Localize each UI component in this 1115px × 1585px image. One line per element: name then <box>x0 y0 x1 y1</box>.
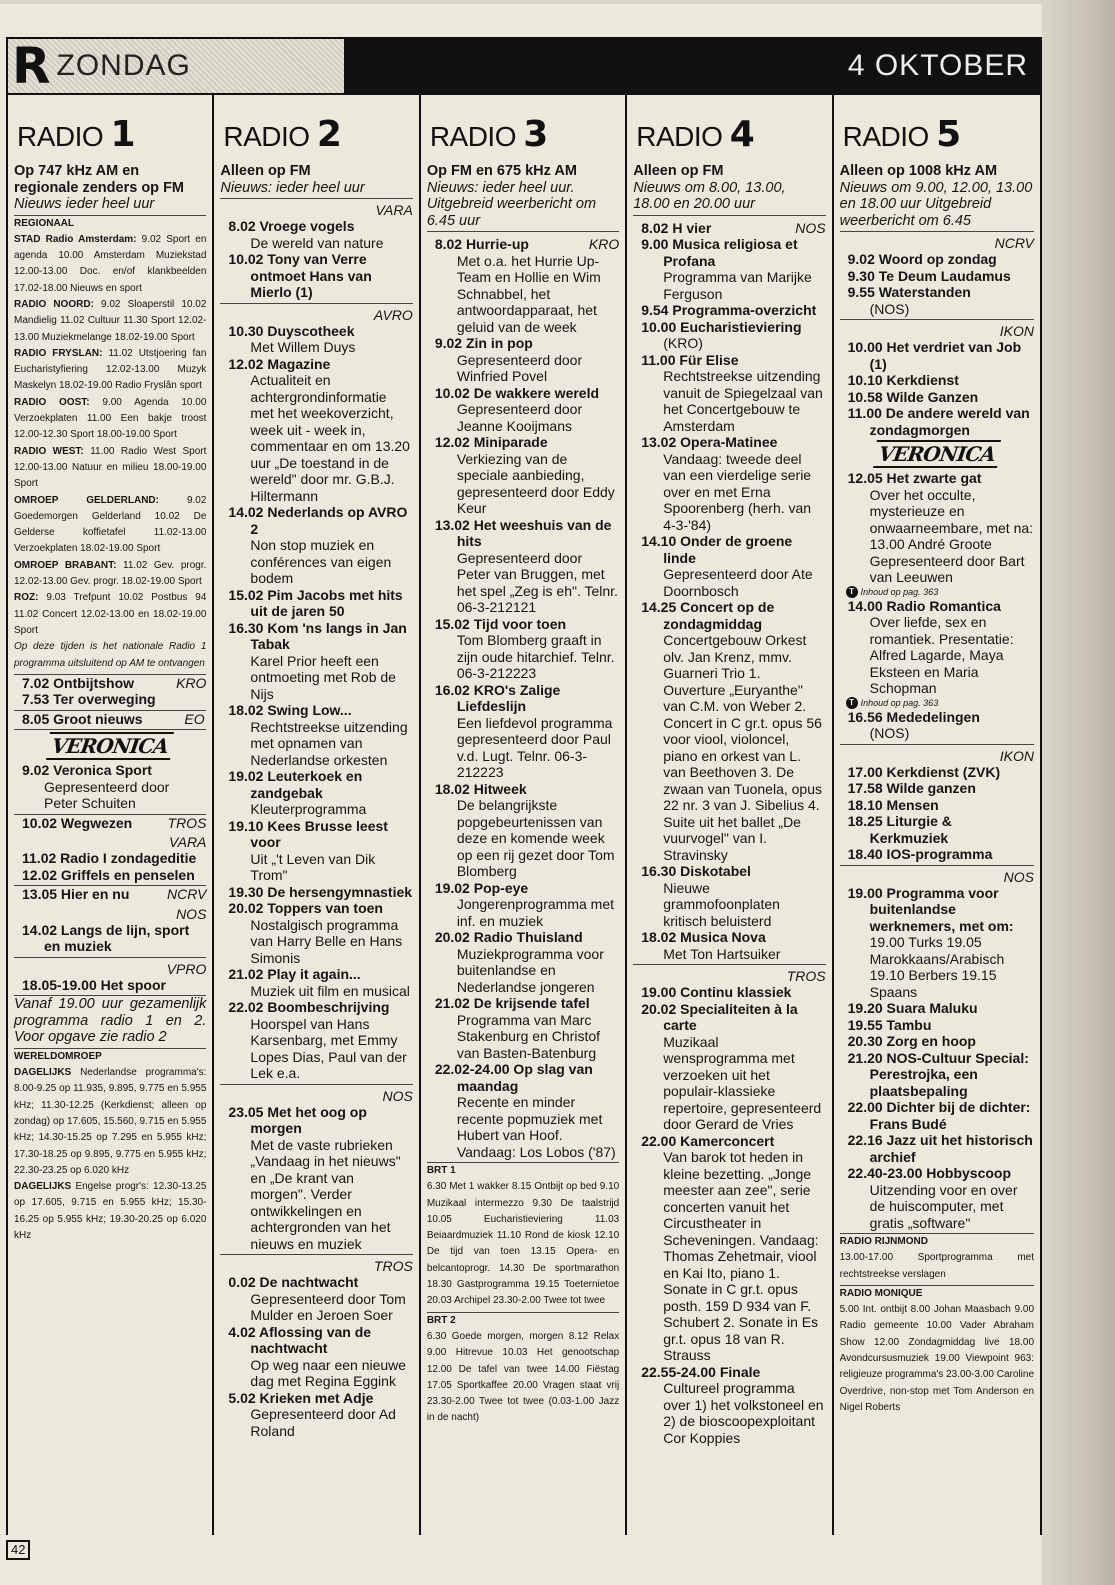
program-description: Cultureel programma over 1) het volkstoneel en 2) de bioscoopexploitant Cor Koppies <box>663 1380 824 1446</box>
program-description: Karel Prior heeft een ontmoeting met Rob de Nijs <box>250 652 396 702</box>
region-name: REGIONAAL <box>14 217 74 229</box>
program-description: De belangrijkste popgebeurtenissen van deze en komende week op een rij gezet door Tom Blomberg <box>456 797 615 879</box>
program-list <box>840 598 1034 697</box>
program-item: 9.02 Veronica Sport Gepresenteerd door Peter Schuiten <box>14 762 206 815</box>
program-title: 10.02 Tony van Verre ontmoet Hans van Mierlo (1) <box>228 251 372 300</box>
veronica-logo: VERONICA <box>840 440 1034 468</box>
program-title: 12.02 Miniparade <box>434 434 548 450</box>
broadcaster-label: NOS <box>1003 868 1035 885</box>
broadcaster-label: TROS <box>786 968 826 984</box>
program-item: 13.05 Hier en nu NCRV <box>22 886 207 903</box>
veronica-logo: VERONICA <box>14 732 206 760</box>
page-edge <box>1042 0 1115 1585</box>
program-title: 5.02 Krieken met Adje <box>228 1389 374 1406</box>
program-title: 22.00 Kamerconcert <box>641 1132 775 1149</box>
program-description: Een liefdevol programma gepresenteerd door Paul v.d. Lugt. Telnr. 06-3-212223 <box>456 714 613 780</box>
column-radio-2 <box>214 95 420 1535</box>
broadcaster-label: KRO <box>588 236 620 252</box>
program-item: 8.05 Groot nieuws EO <box>14 711 206 731</box>
program-title: 13.02 Opera-Matinee <box>641 434 778 450</box>
program-title: 12.05 Het zwarte gat <box>847 470 982 486</box>
program-list <box>840 764 1034 866</box>
program-description: Tom Blomberg graaft in zijn oude hitarchief. Telnr. 06-3-212223 <box>456 632 615 681</box>
t-icon: T <box>846 586 858 598</box>
program-title: 17.58 Wilde ganzen <box>847 780 976 796</box>
news-note: Nieuws: ieder heel uur. Uitgebreid weerbericht om 6.45 uur <box>427 180 619 233</box>
program-title: 12.02 Magazine <box>228 355 331 372</box>
day-label: ZONDAG <box>56 49 191 82</box>
program-description: Non stop muziek en conférences van eigen bodem <box>250 537 392 586</box>
program-title: 18.02 Swing Low... <box>228 702 352 718</box>
program-title: 18.02 Musica Nova <box>641 929 766 945</box>
program-title: 18.02 Hitweek <box>434 780 527 797</box>
radio-logo-letter: R <box>12 37 49 95</box>
program-description: (KRO) <box>663 335 703 351</box>
program-title: 19.00 Continu klassiek <box>641 984 792 1000</box>
region-name: RADIO NOORD: <box>14 298 94 310</box>
program-list <box>840 339 1034 438</box>
program-title: 0.02 De nachtwacht <box>228 1274 359 1290</box>
program-title: 20.02 Specialiteiten à la carte <box>641 1000 798 1033</box>
program-title: 9.02 Woord op zondag <box>847 251 997 267</box>
program-list: 7.02 Ontbijtshow KRO 7.53 Ter overweging <box>14 675 206 711</box>
regional-block <box>14 216 206 675</box>
program-title: 22.02-24.00 Op slag van maandag <box>434 1061 593 1094</box>
broadcaster-label: VARA <box>169 834 207 851</box>
program-title: 9.55 Waterstanden <box>847 284 971 300</box>
program-title: 20.02 Radio Thuisland <box>434 929 583 945</box>
program-title: 16.02 KRO's Zalige Liefdeslijn <box>434 681 561 714</box>
broadcaster-label: NOS <box>795 219 826 236</box>
broadcaster-label: VARA <box>375 202 413 218</box>
program-title: 10.00 Het verdriet van Job (1) <box>847 339 1022 372</box>
program-title: 22.00 Dichter bij de dichter: Frans Budé <box>847 1099 1031 1132</box>
program-title: 10.58 Wilde Ganzen <box>847 388 979 405</box>
program-title: 9.02 Zin in pop <box>434 335 533 351</box>
column-title: RADIO 1 <box>17 114 136 155</box>
brt2-block: BRT 2 6.30 Goede morgen, morgen 8.12 Relax 9.00 Hitrevue 10.03 Het genootschap 12.00 De tafel van twee 14.00 Fiëstag 17.05 Sportkaffee 20.00 Vragen staat vrij 23.30-2.00 Twee tot twee (0.03-1.00 Jazz in de nacht) <box>426 1314 620 1424</box>
region-name: ROZ: <box>14 592 39 604</box>
program-title: 11.00 De andere wereld van zondagmorgen <box>847 405 1030 438</box>
program-description: (NOS) <box>869 725 910 741</box>
program-description: Actualiteit en achtergrondinformatie met het weekoverzicht, week uit - week in, commentaar en om 13.20 uur „De toestand in de wereld" door mr. G.B.J. Hiltermann <box>250 372 410 504</box>
column-subtitle: Alleen op 1008 kHz AM <box>839 163 998 179</box>
program-description: Hoorspel van Hans Karsenbarg, met Emmy Lopes Dias, Paul van der Lek e.a. <box>250 1015 407 1081</box>
regional-note: Op deze tijden is het nationale Radio 1 programma uitsluitend op AM te ontvangen <box>14 641 207 669</box>
program-description: De wereld van nature <box>250 234 384 251</box>
program-title: 10.30 Duyscotheek <box>228 322 355 339</box>
program-title: 19.02 Leuterkoek en zandgebak <box>228 768 363 801</box>
program-item: 10.02 Wegwezen TROS <box>22 814 207 831</box>
program-description: Met Willem Duys <box>250 339 356 355</box>
region-schedule: 9.02 Goedemorgen Gelderland 10.02 De Gelderse koffietafel 11.02-13.00 Verzoekplaten 18.02-19.00 Sport <box>14 494 207 555</box>
program-title: 15.02 Pim Jacobs met hits uit de jaren 50 <box>228 586 403 619</box>
program-item: 14.02 Langs de lijn, sport en muziek <box>14 922 206 958</box>
program-description: Jongerenprogramma met inf. en muziek <box>456 896 614 929</box>
rijnmond-block: RADIO RIJNMOND 13.00-17.00 Sportprogramma met rechtstreekse verslagen <box>840 1234 1034 1286</box>
broadcaster-label: AVRO <box>373 306 413 323</box>
column-radio-4 <box>627 95 833 1535</box>
program-title: 9.54 Programma-overzicht <box>641 302 817 318</box>
program-item: 18.05-19.00 Het spoor <box>14 977 206 997</box>
program-title: 17.00 Kerkdienst (ZVK) <box>847 763 1001 780</box>
program-title: 22.55-24.00 Finale <box>641 1363 761 1380</box>
region-name: RADIO WEST: <box>14 445 84 457</box>
program-description: Gepresenteerd door Jeanne Kooijmans <box>456 401 583 434</box>
program-description: Muzikaal wensprogramma met verzoeken uit het populair-klassieke repertoire, gepresenteerd door Gerard de Vries <box>663 1033 822 1132</box>
program-title: 10.00 Eucharistieviering <box>641 318 802 335</box>
joint-program-note: Vanaf 19.00 uur gezamenlijk programma radio 1 en 2. Voor opgave zie radio 2 <box>14 996 206 1049</box>
program-title: 16.30 Kom 'ns langs in Jan Tabak <box>228 619 407 652</box>
region-name: OMROEP GELDERLAND: <box>14 494 159 506</box>
broadcaster-label: IKON <box>999 323 1035 339</box>
program-title: 20.30 Zorg en hoop <box>847 1033 976 1049</box>
program-title: 21.02 Play it again... <box>228 966 361 982</box>
program-description: Recente en minder recente popmuziek met Hubert van Hoof. Vandaag: Los Lobos ('87) <box>456 1094 616 1160</box>
program-title: 16.30 Diskotabel <box>641 863 751 879</box>
program-title: 19.55 Tambu <box>847 1016 932 1033</box>
program-description: Concertgebouw Orkest olv. Jan Krenz, mmv. Guarneri Trio 1. Ouverture „Euryanthe" van C.M. von Weber 2. Concert in C gr.t. opus 56 voor viool, violoncel, piano en orkest van L. van Beethoven 3. De zwaan van Tuonela, opus 22 nr. 3 van J. Sibelius 4. Suite uit het ballet „De vuurvogel" van I. Stravinsky <box>663 632 822 863</box>
broadcaster-label: NOS <box>382 1087 413 1104</box>
program-title: 19.20 Suara Maluku <box>847 1000 978 1016</box>
program-description: Gepresenteerd door Tom Mulder en Jeroen Soer <box>250 1290 406 1323</box>
columns <box>6 95 1042 1535</box>
program-title: 8.02 H vier NOS <box>641 219 826 236</box>
program-item: 11.02 Radio I zondageditie 12.02 Griffels en penselen <box>14 850 206 886</box>
broadcaster-label: TROS <box>373 1258 413 1274</box>
column-title: RADIO 2 <box>223 114 342 155</box>
region-schedule: 9.02 Sloaperstil 10.02 Mandielig 11.02 Cultuur 11.30 Sport 12.02-13.00 Muziekmelange 18.02-19.00 Sport <box>14 298 207 343</box>
region-name: OMROEP BRABANT: <box>14 559 117 571</box>
region-schedule: 11.02 Utstjoering fan Eucharistyfiering 12.02-13.00 Muzyk Maskelyn 18.02-19.00 Radio Fryslân sport <box>14 347 207 392</box>
column-subtitle: Alleen op FM <box>220 163 311 179</box>
region-name: RADIO OOST: <box>14 396 90 408</box>
program-title: 18.25 Liturgie & Kerkmuziek <box>847 813 952 846</box>
program-title: 14.10 Onder de groene linde <box>641 533 793 566</box>
program-list <box>840 251 1034 320</box>
column-radio-5 <box>834 95 1040 1535</box>
program-list <box>220 323 412 1085</box>
column-title: RADIO 5 <box>842 114 961 155</box>
region-schedule: 11.00 Radio West Sport 12.00-13.00 Natuur en milieu 18.00-19.00 Sport <box>14 445 207 490</box>
t-icon: T <box>846 697 858 709</box>
program-title: 18.40 IOS-programma <box>847 846 993 862</box>
program-title: 21.02 De krijsende tafel <box>434 995 590 1011</box>
program-title: 18.10 Mensen <box>847 796 939 813</box>
brt1-block: BRT 1 6.30 Met 1 wakker 8.15 Ontbijt op bed 9.10 Muzikaal intermezzo 9.30 De taalstrijd 10.05 Eucharistieviering 11.03 Beiaardmuziek 11.10 Rond de kiosk 12.10 De tijd van toen 13.15 Opera- en belcantoprogr. 14.30 De sportmarathon 18.30 Gastprogramma 19.15 Toeternietoe 20.03 Archipel 23.30-2.00 Twee tot twee <box>427 1163 619 1313</box>
program-description: Met de vaste rubrieken „Vandaag in het nieuws" en „De krant van morgen". Verder ontwikkelingen en achtergronden van het nieuws en muziek <box>250 1136 401 1252</box>
program-description: Gepresenteerd door Winfried Povel <box>456 351 583 384</box>
monique-block: RADIO MONIQUE 5.00 Int. ontbijt 8.00 Johan Maasbach 9.00 Radio gemeente 10.00 Vader Abraham Show 12.00 Zondagmiddag live 18.00 Avondcursusmuziek 19.00 Viewpoint 963: religieuze programma's 23.00-3.00 Caroline Overdrive, non-stop met Tom Anderson en Nigel Roberts <box>839 1287 1035 1413</box>
program-title: 8.02 Hurrie-up KRO <box>434 236 620 252</box>
program-list <box>220 1274 412 1439</box>
inhoud-note: T Inhoud op pag. 363 <box>840 697 1034 709</box>
column-subtitle: Op 747 kHz AM en regionale zenders op FM <box>14 163 184 196</box>
region-schedule: 9.02 Sport en agenda 10.00 Amsterdam Muziekstad 12.00-13.00 Doc. en/of klankbeelden 17.02-18.00 Nieuws en sport <box>14 233 207 294</box>
wereldomroep-block: WERELDOMROEP DAGELIJKS Nederlandse programma's: 8.00-9.25 op 11.935, 9.895, 9.775 en 5.955 kHz; 11.30-12.25 (Kerkdienst; alleen op zondag) op 17.605, 15.560, 9.715 en 5.955 kHz; 14.30-15.25 op 7.295 en 5.955 kHz; 17.30-18.25 op 9.895, 9.775 en 5.955 kHz; 22.30-23.25 op 6.020 kHz DAGELIJKS Engelse progr's: 12.30-13.25 op 17.605, 9.715 en 5.955 kHz; 15.30-16.25 op 5.955 kHz; 19.30-20.25 op 6.020 kHz <box>14 1050 207 1242</box>
program-description: Rechtstreekse uitzending vanuit de Spiegelzaal van het Concertgebouw te Amsterdam <box>663 368 823 434</box>
program-description: Muziekprogramma voor buitenlandse en Nederlandse jongeren <box>456 945 604 995</box>
program-list <box>633 984 825 1446</box>
program-title: 14.02 Nederlands op AVRO 2 <box>228 504 408 537</box>
news-note: Nieuws om 9.00, 12.00, 13.00 en 18.00 uur Uitgebreid weerbericht om 6.45 <box>840 180 1034 233</box>
program-description: Op weg naar een nieuwe dag met Regina Eggink <box>250 1356 407 1389</box>
program-description: Verkiezing van de speciale aanbieding, gepresenteerd door Eddy Keur <box>456 450 615 516</box>
program-title: 9.00 Musica religiosa et Profana <box>641 236 798 269</box>
column-radio-1 <box>8 95 214 1535</box>
program-title: 19.00 Programma voor buitenlandse werknemers, met om: <box>847 884 1014 934</box>
program-list <box>840 470 1034 586</box>
program-title: 20.02 Toppers van toen <box>228 900 383 916</box>
region-name: RADIO FRYSLAN: <box>14 347 103 359</box>
program-title: 19.30 De hersengymnastiek <box>228 883 413 900</box>
program-list <box>840 709 1034 745</box>
page-number: 42 <box>6 1540 30 1560</box>
program-description: Uit „'t Leven van Dik Trom" <box>250 850 376 883</box>
news-note: Nieuws ieder heel uur <box>14 196 206 216</box>
column-subtitle: Op FM en 675 kHz AM <box>426 163 577 179</box>
column-title: RADIO 3 <box>429 114 548 155</box>
program-title: 9.30 Te Deum Laudamus <box>847 267 1011 284</box>
program-description: Gepresenteerd door Peter van Bruggen, met het spel „Zeg is eh". Telnr. 06-3-212121 <box>456 549 618 615</box>
program-list <box>220 1104 412 1256</box>
program-description: Gepresenteerd door Ate Doornbosch <box>663 566 813 599</box>
program-description: Kleuterprogramma <box>250 801 367 817</box>
column-radio-3 <box>421 95 627 1535</box>
program-title: 19.10 Kees Brusse leest voor <box>228 817 388 850</box>
program-title: 10.10 Kerkdienst <box>847 372 959 388</box>
date-label: 4 OKTOBER <box>847 49 1028 82</box>
program-title: 22.02 Boombeschrijving <box>228 999 390 1015</box>
program-description: Met Ton Hartsuiker <box>663 945 781 962</box>
program-description: 19.00 Turks 19.05 Marokkaans/Arabisch 19.10 Berbers 19.15 Spaans <box>869 934 1005 1000</box>
program-title: 14.00 Radio Romantica <box>847 597 1001 614</box>
program-list <box>220 218 412 304</box>
program-description: Muziek uit film en musical <box>250 982 410 999</box>
program-title: 14.25 Concert op de zondagmiddag <box>641 599 775 632</box>
program-description: Uitzending voor en over de huiscomputer, met gratis „software" <box>869 1181 1018 1231</box>
program-description: Nieuwe grammofoonplaten kritisch beluisterd <box>663 879 780 929</box>
broadcaster-label: NOS <box>176 905 207 922</box>
program-title: 4.02 Aflossing van de nachtwacht <box>228 1323 372 1356</box>
program-description: Met o.a. het Hurrie Up-Team en Hollie en Wim Schnabbel, het antwoordapparaat, het geluid van de week <box>456 252 601 335</box>
program-description: Gepresenteerd door Ad Roland <box>250 1406 396 1439</box>
region-name: STAD Radio Amsterdam: <box>14 233 137 245</box>
program-title: 22.16 Jazz uit het historisch archief <box>847 1132 1033 1165</box>
program-title: 22.40-23.00 Hobbyscoop <box>847 1165 1012 1181</box>
inhoud-note: T Inhoud op pag. 363 <box>840 586 1034 598</box>
news-note: Nieuws om 8.00, 13.00, 18.00 en 20.00 uur <box>633 180 825 216</box>
program-title: 11.00 Für Elise <box>641 351 739 368</box>
program-title: 23.05 Met het oog op morgen <box>228 1103 367 1136</box>
program-list <box>427 236 619 1163</box>
broadcaster-label: VPRO <box>166 960 207 977</box>
program-title: 19.02 Pop-eye <box>434 879 529 896</box>
news-note: Nieuws: ieder heel uur <box>220 180 412 200</box>
column-title: RADIO 4 <box>636 114 755 155</box>
program-description: Van barok tot heden in kleine bezetting. „Jonge meester aan zee", serie concerten vanuit het Circustheater in Scheveningen. Vandaag: Thomas Zehetmair, viool en Kai Ito, piano 1. Sonate in C gr.t. opus posth. 159 D 934 van F. Schubert 2. Sonate in Es gr.t. opus 18 van R. Strauss <box>663 1149 819 1363</box>
program-list <box>633 220 825 966</box>
broadcaster-label: IKON <box>999 747 1035 764</box>
broadcaster-label: NCRV <box>994 235 1035 251</box>
program-description: Rechtstreekse uitzending met opnamen van Nederlandse orkesten <box>250 718 408 768</box>
program-description: Programma van Marc Stakenburg en Christof van Basten-Batenburg <box>456 1011 601 1061</box>
region-schedule: 9.00 Agenda 10.00 Verzoekplaten 11.00 Een bakje troost 12.00-12.30 Sport 18.00-19.00 Sport <box>14 396 207 441</box>
program-description: Over het occulte, mysterieuze en onwaarneembare, met na: 13.00 André Groote Gepresenteerd door Bart van Leeuwen <box>869 486 1034 585</box>
program-list <box>840 885 1034 1235</box>
program-title: 8.02 Vroege vogels <box>228 218 355 234</box>
region-schedule: 11.02 Gev. progr. 12.02-13.00 Gev. progr. 18.02-19.00 Sport <box>14 559 207 588</box>
program-title: 16.56 Mededelingen <box>847 708 980 725</box>
program-title: 21.20 NOS-Cultuur Special: Perestrojka, een plaatsbepaling <box>847 1049 1029 1099</box>
page-header <box>6 37 1042 95</box>
program-description: Programma van Marijke Ferguson <box>663 269 812 302</box>
program-description: Nostalgisch programma van Harry Belle en Hans Simonis <box>250 916 403 966</box>
program-title: 13.02 Het weeshuis van de hits <box>434 516 612 549</box>
column-subtitle: Alleen op FM <box>633 163 724 179</box>
program-title: 10.02 De wakkere wereld <box>434 384 600 401</box>
program-description: Over liefde, sex en romantiek. Presentatie: Alfred Lagarde, Maya Eksteen en Maria Schopman <box>869 614 1014 696</box>
program-title: 15.02 Tijd voor toen <box>434 615 567 632</box>
program-description: (NOS) <box>869 300 910 317</box>
program-description: Vandaag: tweede deel van een vierdelige serie over en met Erna Spoorenberg (herh. van 4-3-'84) <box>663 450 812 533</box>
region-schedule: 9.03 Trefpunt 10.02 Postbus 94 11.02 Concert 12.02-13.00 en 18.02-19.00 Sport <box>14 592 207 636</box>
